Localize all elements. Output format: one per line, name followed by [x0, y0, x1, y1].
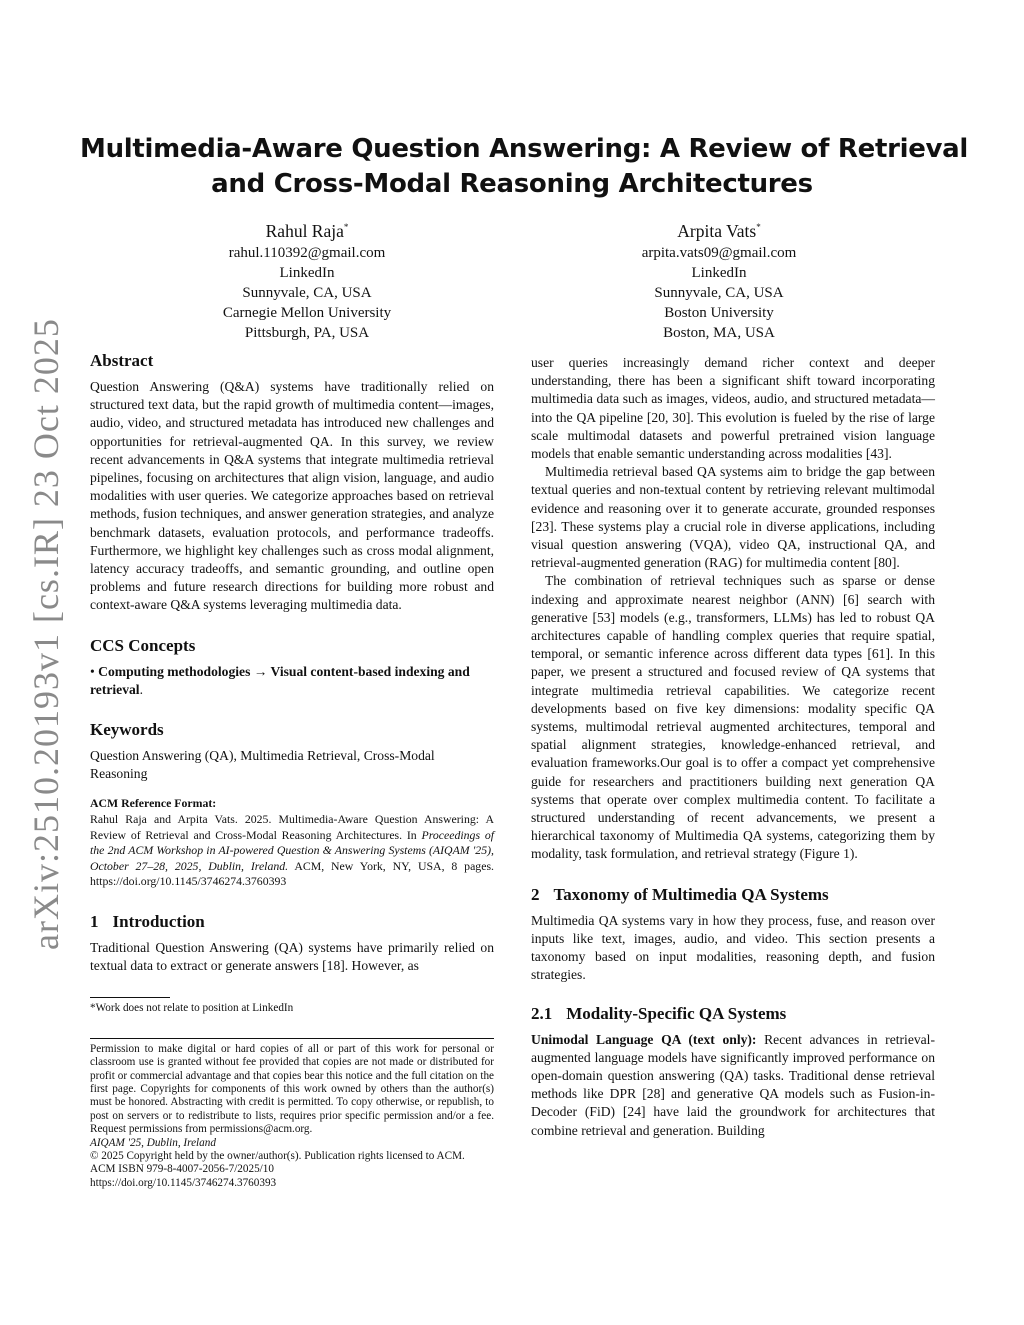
ccs-text: • Computing methodologies → Visual content-based indexing and retrieval. [90, 663, 470, 697]
author-block-1 [157, 215, 457, 343]
ccs-concept: Computing methodologies → Visual content-based indexing and retrieval [90, 663, 470, 697]
permission-doi: https://doi.org/10.1145/3746274.3760393 [90, 1176, 277, 1189]
author-location: Sunnyvale, CA, USA [654, 284, 784, 301]
paper-title [80, 132, 969, 202]
title-line-2: and Cross-Modal Reasoning Architectures [211, 169, 813, 199]
ccs-heading: CCS Concepts [90, 635, 196, 655]
author-org: LinkedIn [279, 264, 335, 281]
section-2-heading: 2 Taxonomy of Multimedia QA Systems [531, 884, 829, 904]
intro-text: Traditional Question Answering (QA) systems have primarily relied on textual data to extract or generate answers [18]. However, as [90, 940, 494, 974]
permission-rule [90, 1038, 494, 1039]
author-mark: * [343, 222, 349, 232]
title-line-1: Multimedia-Aware Question Answering: A Review of Retrieval [80, 134, 969, 164]
author-university: Boston University [664, 304, 774, 321]
section-2-1-heading: 2.1 Modality-Specific QA Systems [531, 1003, 787, 1023]
footnote-rule [90, 997, 170, 998]
author-mark: * [756, 222, 761, 232]
author-name: Arpita Vats* [677, 220, 761, 241]
right-column [531, 354, 935, 1140]
author-location: Sunnyvale, CA, USA [242, 284, 372, 301]
right-paragraph-3: The combination of retrieval techniques such as sparse or dense indexing and approximate nearest neighbor (ANN) [6] search with generative [53] models (e.g., transformers, LLMs) has led to robust QA architectures capable of handling complex queries that require spatial, temporal, or semantic inference across different data types [61]. In this paper, we present a structured and focused review of QA systems that integrate multimedia retrieval capabilities. We categorize recent developments based on five key dimensions: modality specific QA systems, multimodal retrieval augmented architectures, temporal and spatial alignment strategies, knowledge-enhanced retrieval, and evaluation frameworks.Our goal is to offer a compact yet comprehensive guide for researchers and practitioners building next generation QA systems that operate over complex multimedia content. To facilitate a structured understanding of recent advancements, we present a hierarchical taxonomy of Multimedia QA systems, categorizing them by modality, task formulation, and retrieval strategy (Figure 1). [531, 573, 935, 862]
author-org: LinkedIn [691, 264, 747, 281]
intro-heading: 1 Introduction [90, 912, 205, 932]
permission-isbn: ACM ISBN 979-8-4007-2056-7/2025/10 [90, 1163, 274, 1176]
right-paragraph-2: Multimedia retrieval based QA systems aim to bridge the gap between textual queries and non-textual content by retrieving relevant multimodal evidence and reasoning over it to generate accurate, grounded responses [23]. These systems play a crucial role in diverse applications, including visual question answering (VQA), video QA, instructional QA, and retrieval-augmented generation (RAG) for multimedia content [80]. [531, 464, 935, 571]
abstract-heading: Abstract [90, 351, 154, 370]
acm-ref-heading: ACM Reference Format: [90, 796, 217, 811]
arxiv-stamp: arXiv:2510.20193v1 [cs.IR] 23 Oct 2025 [26, 318, 66, 950]
section-2-text: Multimedia QA systems vary in how they process, fuse, and reason over inputs like text, images, audio, and video. This section presents a taxonomy based on input modalities, reasoning depth, and fusion strategies. [531, 912, 935, 983]
left-column [90, 350, 494, 1190]
section-2-1-lead: Unimodal Language QA (text only): [531, 1031, 757, 1047]
author-email: rahul.110392@gmail.com [228, 244, 386, 261]
right-paragraph-1: user queries increasingly demand richer context and deeper understanding, there has been a significant shift toward incorporating multimedia data such as images, videos, audio, and structured metadata—into the QA pipeline [20, 30]. This evolution is fueled by the rise of large scale multimodal datasets and powerful pretrained vision language models that enable semantic understanding across modalities [43]. [531, 355, 935, 462]
author-block-2 [569, 215, 869, 343]
author-university: Carnegie Mellon University [222, 304, 392, 321]
keywords-heading: Keywords [90, 720, 164, 740]
permission-copyright: © 2025 Copyright held by the owner/author(s). Publication rights licensed to ACM. [90, 1150, 465, 1163]
permission-venue: AIQAM '25, Dublin, Ireland [90, 1136, 216, 1149]
author-city: Pittsburgh, PA, USA [244, 324, 370, 341]
section-2-1-text: Unimodal Language QA (text only): Recent advances in retrieval-augmented language models have significantly improved performance on open-domain question answering (QA) tasks. Traditional dense retrieval methods like DPR [28] and generative QA models such as Fusion-in-Decoder (FiD) [24] have laid the groundwork for architectures that combine retrieval and generation. Building [531, 1031, 935, 1138]
author-name: Rahul Raja* [265, 220, 349, 241]
acm-ref-text: Rahul Raja and Arpita Vats. 2025. Multimedia-Aware Question Answering: A Review of Retrieval and Cross-Modal Reasoning Architectures. In Proceedings of the 2nd ACM Workshop in AI-powered Question & Answering Systems (AIQAM '25), October 27–28, 2025, Dublin, Ireland. ACM, New York, NY, USA, 8 pages. https://doi.org/10.1145/3746274.3760393 [90, 812, 494, 889]
keywords-text: Question Answering (QA), Multimedia Retrieval, Cross-Modal Reasoning [90, 748, 435, 782]
abstract-text: Question Answering (Q&A) systems have traditionally relied on structured text data, but the rapid growth of multimedia content—images, audio, video, and structured metadata has introduced new challenges and opportunities for retrieval-augmented QA. In this survey, we review recent advancements in Q&A systems that integrate multimedia retrieval pipelines, focusing on architectures that align vision, language, and audio modalities with user queries. We categorize approaches based on retrieval methods, fusion techniques, and answer generation strategies, and analyze benchmark datasets, evaluation protocols, and performance tradeoffs. Furthermore, we highlight key challenges such as cross modal alignment, latency accuracy tradeoffs, and semantic grounding, and outline open problems and future research directions for building more robust and context-aware Q&A systems leveraging multimedia data. [90, 379, 494, 613]
permission-text: Permission to make digital or hard copies of all or part of this work for personal or classroom use is granted without fee provided that copies are not made or distributed for profit or commercial advantage and that copies bear this notice and the full citation on the first page. Copyrights for components of this work owned by others than the author(s) must be honored. Abstracting with credit is permitted. To copy otherwise, or republish, to post on servers or to redistribute to lists, requires prior specific permission and/or a fee. Request permissions from permissions@acm.org. [90, 1042, 494, 1136]
author-city: Boston, MA, USA [663, 324, 775, 341]
footnote: *Work does not relate to position at LinkedIn [90, 1002, 294, 1015]
author-email: arpita.vats09@gmail.com [641, 244, 797, 261]
